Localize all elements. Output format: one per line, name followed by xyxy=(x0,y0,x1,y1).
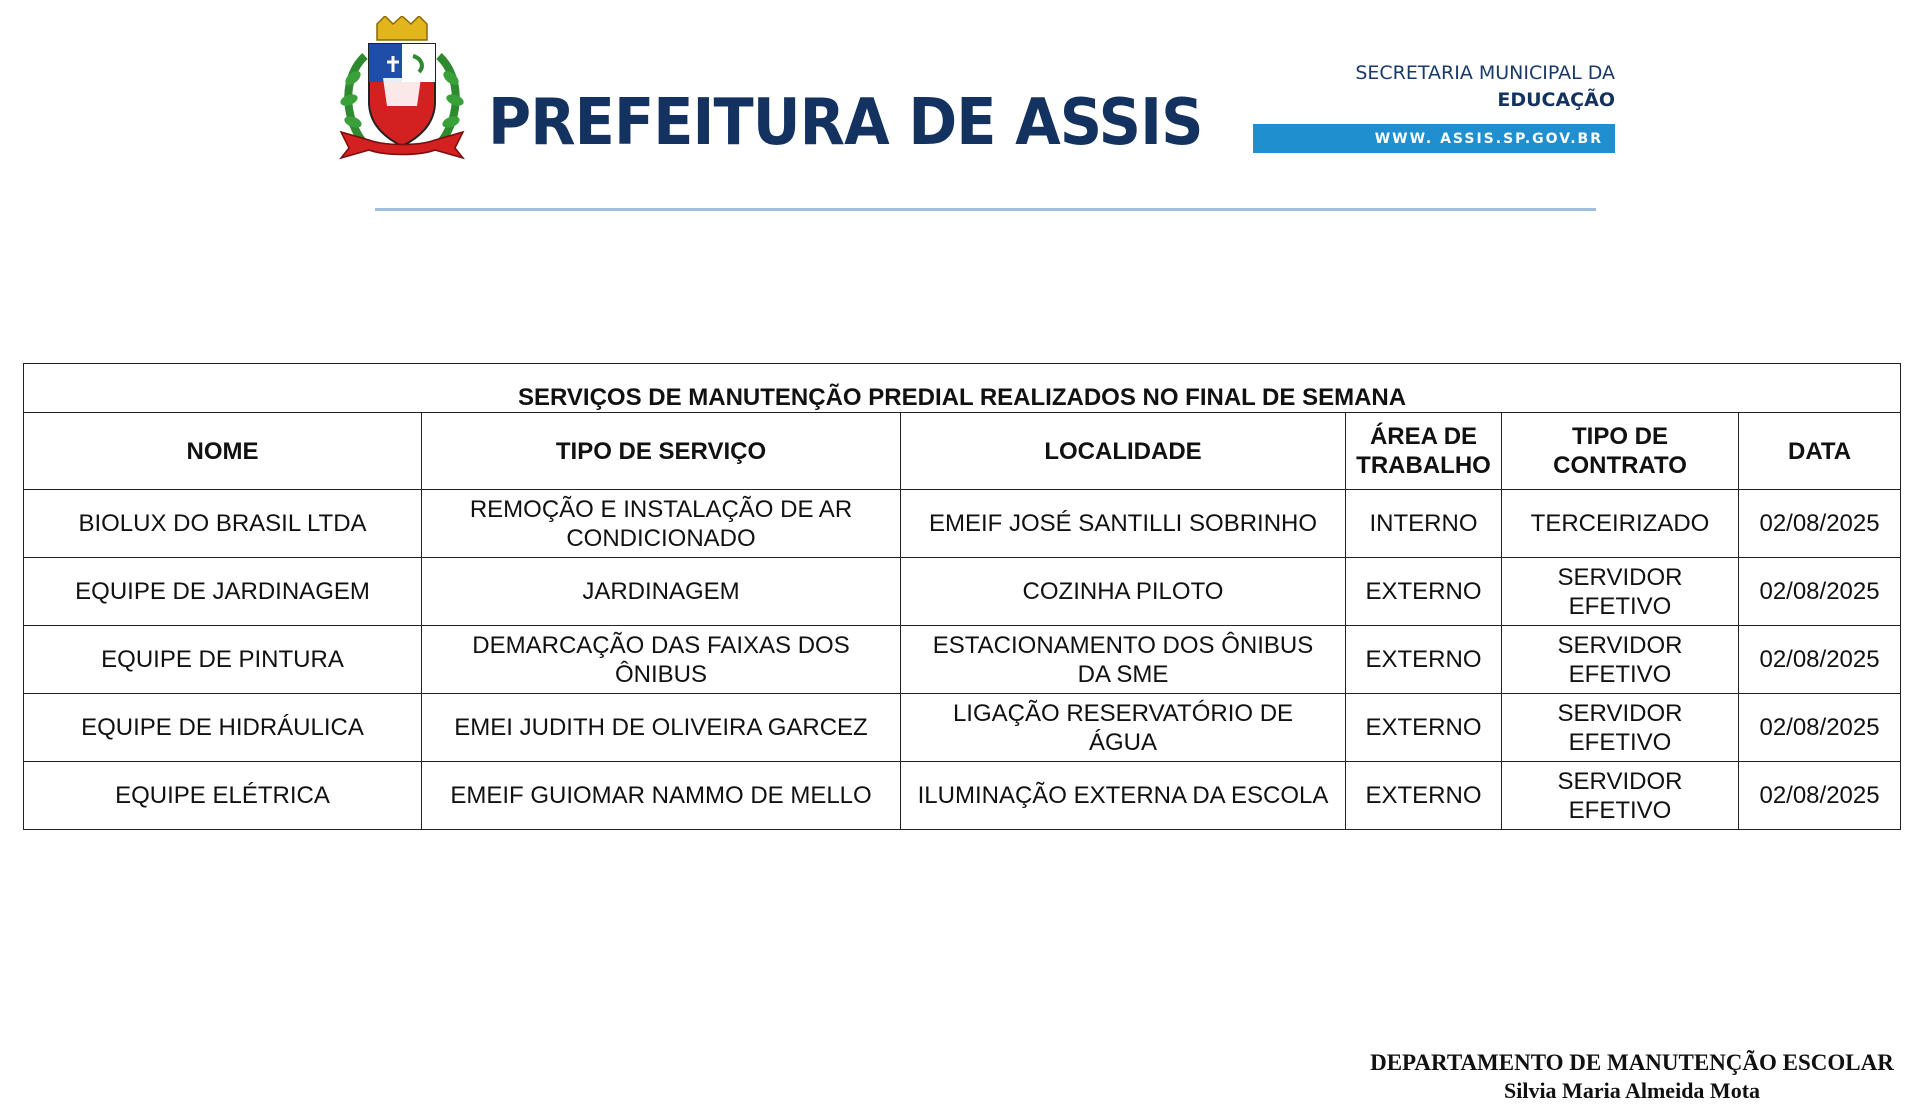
cell-tipo-de-servico xyxy=(422,558,901,626)
cell-line: EQUIPE DE PINTURA xyxy=(101,646,344,673)
cell-line: SERVIDOR xyxy=(1557,563,1683,591)
cell-line: CONTRATO xyxy=(1553,452,1687,479)
cell-line: EXTERNO xyxy=(1365,578,1482,605)
cell-area-de-trabalho xyxy=(1346,694,1502,762)
cell-localidade xyxy=(901,694,1346,762)
cell-line: EXTERNO xyxy=(1365,714,1482,741)
cell-line: SERVIDOR xyxy=(1557,631,1683,659)
cell-line: TERCEIRIZADO xyxy=(1530,510,1710,537)
website-banner xyxy=(1253,124,1615,153)
cell-area-de-trabalho xyxy=(1346,626,1502,694)
cell-line: DATA xyxy=(1787,437,1852,465)
cell-tipo-de-contrato xyxy=(1502,694,1739,762)
website-url: WWW. ASSIS.SP.GOV.BR xyxy=(1374,130,1603,147)
cell-tipo-de-contrato xyxy=(1502,762,1739,830)
table-row xyxy=(24,694,1901,762)
cell-area-de-trabalho xyxy=(1346,490,1502,558)
table-title: SERVIÇOS DE MANUTENÇÃO PREDIAL REALIZADOS NO FINAL DE SEMANA xyxy=(24,364,1901,413)
cell-data xyxy=(1739,490,1901,558)
cell-line: REMOÇÃO E INSTALAÇÃO DE AR xyxy=(469,495,853,523)
cell-line: 02/08/2025 xyxy=(1759,782,1880,809)
header-divider xyxy=(375,208,1596,211)
table-row xyxy=(24,490,1901,558)
secretariat-department: EDUCAÇÃO xyxy=(1497,89,1615,111)
column-header-tipo-de-servico xyxy=(422,413,901,490)
cell-line: NOME xyxy=(186,437,259,465)
cell-localidade xyxy=(901,762,1346,830)
cell-line: EXTERNO xyxy=(1365,782,1482,809)
cell-line: EMEI JUDITH DE OLIVEIRA GARCEZ xyxy=(454,714,868,741)
cell-line: LIGAÇÃO RESERVATÓRIO DE xyxy=(952,699,1294,727)
cell-line: 02/08/2025 xyxy=(1759,714,1880,741)
cell-line: EMEIF JOSÉ SANTILLI SOBRINHO xyxy=(928,510,1318,537)
cell-line: ÁGUA xyxy=(1088,728,1157,756)
cell-line: TIPO DE SERVIÇO xyxy=(555,437,767,465)
cell-line: DA SME xyxy=(1077,660,1169,688)
cell-line: 02/08/2025 xyxy=(1759,578,1880,605)
table-row xyxy=(24,558,1901,626)
cell-line: TIPO DE xyxy=(1571,423,1668,450)
cell-line: EMEIF GUIOMAR NAMMO DE MELLO xyxy=(450,782,872,809)
municipality-title: PREFEITURA DE ASSIS xyxy=(488,86,1203,160)
secretariat-name: SECRETARIA MUNICIPAL DA xyxy=(1355,62,1615,84)
department-name: DEPARTAMENTO DE MANUTENÇÃO ESCOLAR xyxy=(1370,1050,1894,1075)
column-header-localidade xyxy=(901,413,1346,490)
cell-line: COZINHA PILOTO xyxy=(1022,578,1224,605)
cell-nome xyxy=(24,558,422,626)
cell-tipo-de-contrato xyxy=(1502,558,1739,626)
cell-line: 02/08/2025 xyxy=(1759,510,1880,537)
cell-tipo-de-contrato xyxy=(1502,490,1739,558)
table-row xyxy=(24,626,1901,694)
cell-line: EQUIPE DE HIDRÁULICA xyxy=(81,714,364,741)
cell-line: DEMARCAÇÃO DAS FAIXAS DOS xyxy=(472,631,850,659)
cell-tipo-de-servico xyxy=(422,762,901,830)
cell-line: ILUMINAÇÃO EXTERNA DA ESCOLA xyxy=(917,782,1329,809)
column-header-nome xyxy=(24,413,422,490)
cell-line: EFETIVO xyxy=(1568,796,1672,824)
cell-localidade xyxy=(901,626,1346,694)
signatory-name: Silvia Maria Almeida Mota xyxy=(1503,1078,1761,1103)
cell-line: CONDICIONADO xyxy=(566,524,756,552)
cell-nome xyxy=(24,490,422,558)
cell-nome xyxy=(24,626,422,694)
cell-line: ESTACIONAMENTO DOS ÔNIBUS xyxy=(932,631,1314,659)
column-header-data xyxy=(1739,413,1901,490)
cell-line: 02/08/2025 xyxy=(1759,646,1880,673)
cell-line: JARDINAGEM xyxy=(582,578,740,605)
cell-nome xyxy=(24,762,422,830)
cell-line: EQUIPE ELÉTRICA xyxy=(115,782,330,809)
cell-line: ÁREA DE xyxy=(1369,423,1478,450)
cell-line: ÔNIBUS xyxy=(614,660,707,688)
table-row xyxy=(24,762,1901,830)
cell-tipo-de-servico xyxy=(422,626,901,694)
column-header-area-de-trabalho xyxy=(1346,413,1502,490)
cell-line: EFETIVO xyxy=(1568,728,1672,756)
cell-data xyxy=(1739,762,1901,830)
cell-localidade xyxy=(901,490,1346,558)
city-crest-logo xyxy=(335,16,469,168)
maintenance-report-table xyxy=(23,363,1900,830)
cell-line: BIOLUX DO BRASIL LTDA xyxy=(78,510,367,537)
cell-line: EFETIVO xyxy=(1568,592,1672,620)
cell-line: SERVIDOR xyxy=(1557,767,1683,795)
cell-line: LOCALIDADE xyxy=(1044,437,1202,465)
cell-area-de-trabalho xyxy=(1346,558,1502,626)
cell-tipo-de-servico xyxy=(422,694,901,762)
cell-line: INTERNO xyxy=(1369,510,1478,537)
signature-block xyxy=(1362,1049,1902,1105)
cell-area-de-trabalho xyxy=(1346,762,1502,830)
cell-nome xyxy=(24,694,422,762)
column-header-row xyxy=(24,413,1901,490)
column-header-tipo-de-contrato xyxy=(1502,413,1739,490)
cell-line: EQUIPE DE JARDINAGEM xyxy=(75,578,370,605)
cell-line: TRABALHO xyxy=(1356,452,1491,479)
cell-data xyxy=(1739,694,1901,762)
cell-data xyxy=(1739,626,1901,694)
cell-tipo-de-contrato xyxy=(1502,626,1739,694)
cell-localidade xyxy=(901,558,1346,626)
cell-line: EFETIVO xyxy=(1568,660,1672,688)
cell-line: SERVIDOR xyxy=(1557,699,1683,727)
table-body xyxy=(24,490,1901,830)
cell-data xyxy=(1739,558,1901,626)
cell-tipo-de-servico xyxy=(422,490,901,558)
cell-line: EXTERNO xyxy=(1365,646,1482,673)
